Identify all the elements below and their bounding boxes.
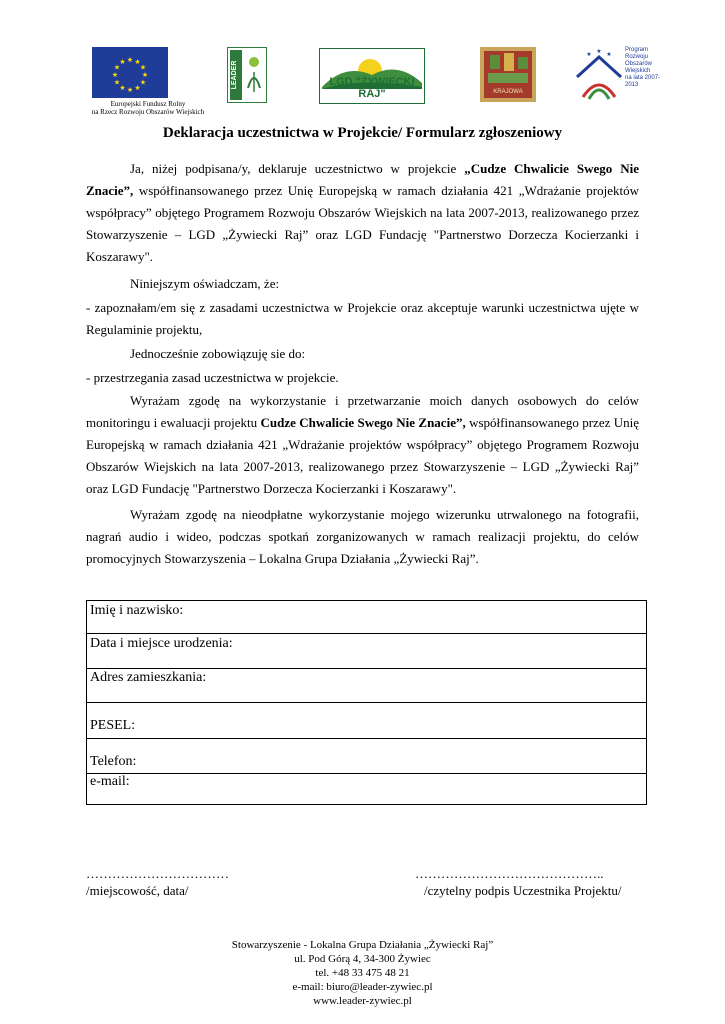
svg-text:★: ★ [606,51,612,58]
form-label: Adres zamieszkania: [90,670,207,685]
svg-text:★: ★ [139,78,147,87]
form-label: Imię i nazwisko: [90,603,184,618]
prow-text [625,47,673,89]
eu-caption-line1: Europejski Fundusz Rolny [110,100,186,108]
svg-text:★: ★ [139,63,147,72]
svg-text:★: ★ [134,84,141,92]
document-title: Deklaracja uczestnictwa w Projekcie/ Formularz zgłoszeniowy [162,125,563,141]
footer-street: ul. Pod Górą 4, 34-300 Żywiec [294,953,431,965]
signature-dots: …………………………………….. [415,866,604,881]
svg-text:★: ★ [111,71,119,79]
place-date-dots: …………………………… [86,866,229,881]
eu-caption [78,100,218,116]
footer-phone: tel. +48 33 475 48 21 [315,967,410,979]
zapoznalam-paragraph: - zapoznałam/em się z zasadami uczestnictwa w Projekcie oraz akceptuje warunki uczestnictwa ujęte w Regulaminie projektu, [86,300,639,337]
form-label: Telefon: [90,754,137,769]
svg-text:★: ★ [113,78,121,87]
svg-text:★: ★ [119,58,126,66]
form-field-address[interactable] [87,669,646,703]
svg-text:★: ★ [141,71,149,79]
zobowiazuje-line: Jednocześnie zobowiązuję sie do: [130,346,306,361]
prow-line: Rozwoju [625,54,649,60]
form-field-pesel[interactable] [87,703,646,739]
para1-text: Ja, niżej podpisana/y, deklaruje uczestnictwo w projekcie [130,161,465,176]
consent-data-paragraph [86,390,639,500]
registration-form [86,600,647,805]
form-field-name[interactable] [87,601,646,634]
svg-text:★: ★ [126,56,134,64]
lgd-zywiecki-raj-logo [319,48,425,104]
para1-text-cont: współfinansowanego przez Unię Europejską w ramach działania 421 „Wdrażanie projektów współpracy” objętego Programem Rozwoju Obszarów Wiejskich na lata 2007-2013, realizowanego przez Stowarzyszenie – LGD „Żywiecki Raj” oraz LGD Fundację "Partnerstwo Dorzecza Kocierzanki i Koszarawy". [86,183,639,264]
prow-logo [573,43,673,103]
consent-image-paragraph: Wyrażam zgodę na nieodpłatne wykorzystanie mojego wizerunku utrwalonego na fotografii, nagrań audio i wideo, podczas spotkań zorganizowanych w ramach realizacji projektu, do celów promocyjnych Stowarzyszenia – Lokalna Grupa Działania „Żywiecki Raj”. [86,507,639,566]
svg-text:★: ★ [134,58,141,66]
svg-text:★: ★ [596,48,602,55]
signature-label: /czytelny podpis Uczestnika Projektu/ [424,883,622,898]
prow-line: Program [625,47,649,53]
footer-address [0,938,725,1008]
przestrzegania-line: - przestrzegania zasad uczestnictwa w projekcie. [86,370,339,385]
prow-line: Obszarów [625,61,653,67]
declaration-paragraph [86,158,639,268]
form-field-phone[interactable] [87,739,646,774]
form-label: Data i miejsce urodzenia: [90,636,233,651]
svg-text:★: ★ [113,63,121,72]
form-label: e-mail: [90,774,130,789]
svg-text:★: ★ [119,84,126,92]
para2-text-cont: współfinansowanego przez Unię Europejską w ramach działania 421 „Wdrażanie projektów współpracy” objętego Programem Rozwoju Obszarów Wiejskich na lata 2007-2013, realizowanego przez Stowarzyszenie – LGD „Żywiecki Raj” oraz LGD Fundację "Partnerstwo Dorzecza Kocierzanki i Koszarawy". [86,415,639,496]
footer-email[interactable]: e-mail: biuro@leader-zywiec.pl [292,981,433,993]
eu-caption-line2: na Rzecz Rozwoju Obszarów Wiejskich [91,108,205,116]
eu-stars-icon [92,47,168,98]
footer-website[interactable]: www.leader-zywiec.pl [313,995,412,1007]
project-name-2: Cudze Chwalicie Swego Nie Znacie”, [260,415,466,430]
project-name: „Cudze Chwalicie Swego Nie Znacie”, [86,161,639,198]
prow-line: na lata 2007-2013 [625,75,661,88]
para2-text: Wyrażam zgodę na wykorzystanie i przetwarzanie moich danych osobowych do celów monitoringu i ewaluacji projektu [86,393,639,430]
oswiadczam-line: Niniejszym oświadczam, że: [130,276,280,291]
form-field-birth[interactable] [87,634,646,669]
leader-logo [227,47,267,103]
kraj-text: KRAJOWA [493,89,523,95]
svg-text:★: ★ [126,86,134,94]
leader-text: LEADER [231,60,238,90]
place-date-label: /miejscowość, data/ [86,883,189,898]
prow-line: Wiejskich [625,68,651,74]
krajowa-siec-logo [480,47,536,102]
lgd-text: LGD "ŻYWIECKI RAJ" [329,76,415,100]
form-field-email[interactable] [87,774,646,804]
form-label: PESEL: [90,718,136,733]
eu-flag-logo [92,47,168,98]
svg-text:★: ★ [586,51,592,58]
footer-org: Stowarzyszenie - Lokalna Grupa Działania „Żywiecki Raj” [231,939,494,951]
